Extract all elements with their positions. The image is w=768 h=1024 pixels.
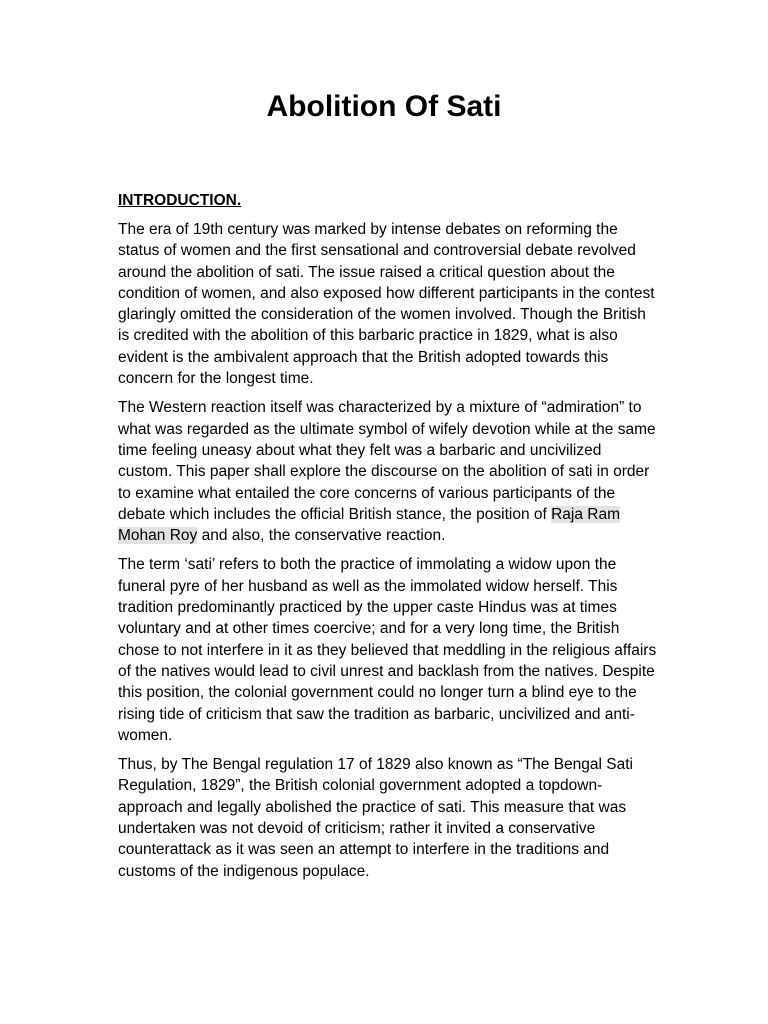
document-title: Abolition Of Sati [266, 90, 502, 123]
paragraph-2 [118, 397, 658, 546]
paragraph-4: Thus, by The Bengal regulation 17 of 1829 also known as “The Bengal Sati Regulation, 1829”, the British colonial government adopted a topdown-approach and legally abolished the practice of sati. This measure that was undertaken was not devoid of criticism; rather it invited a conservative counterattack as it was seen an attempt to interfere in the traditions and customs of the indigenous populace. [118, 756, 633, 880]
paragraph-2-text-after: and also, the conservative reaction. [197, 527, 446, 545]
document-body [118, 190, 658, 890]
paragraph-2-text-before: The Western reaction itself was characterized by a mixture of “admiration” to what was regarded as the ultimate symbol of wifely devotion while at the same time feeling uneasy about what they felt was a barbaric and uncivilized custom. This paper shall explore the discourse on the abolition of sati in order to examine what entailed the core concerns of various participants of the debate which includes the official British stance, the position of [118, 399, 656, 523]
paragraph-3: The term ‘sati’ refers to both the practice of immolating a widow upon the funeral pyre of her husband as well as the immolated widow herself. This tradition predominantly practiced by the upper caste Hindus was at times voluntary and at other times coercive; and for a very long time, the British chose to not interfere in it as they believed that meddling in the religious affairs of the natives would lead to civil unrest and backlash from the natives. Despite this position, the colonial government could no longer turn a blind eye to the rising tide of criticism that saw the tradition as barbaric, uncivilized and anti-women. [118, 556, 657, 744]
highlighted-name[interactable]: Raja Ram Mohan Roy [118, 505, 621, 545]
section-heading-introduction: INTRODUCTION. [118, 192, 242, 209]
paragraph-1: The era of 19th century was marked by intense debates on reforming the status of women and the first sensational and controversial debate revolved around the abolition of sati. The issue raised a critical question about the condition of women, and also exposed how different participants in the contest glaringly omitted the consideration of the women involved. Though the British is credited with the abolition of this barbaric practice in 1829, what is also evident is the ambivalent approach that the British adopted towards this concern for the longest time. [118, 221, 655, 388]
